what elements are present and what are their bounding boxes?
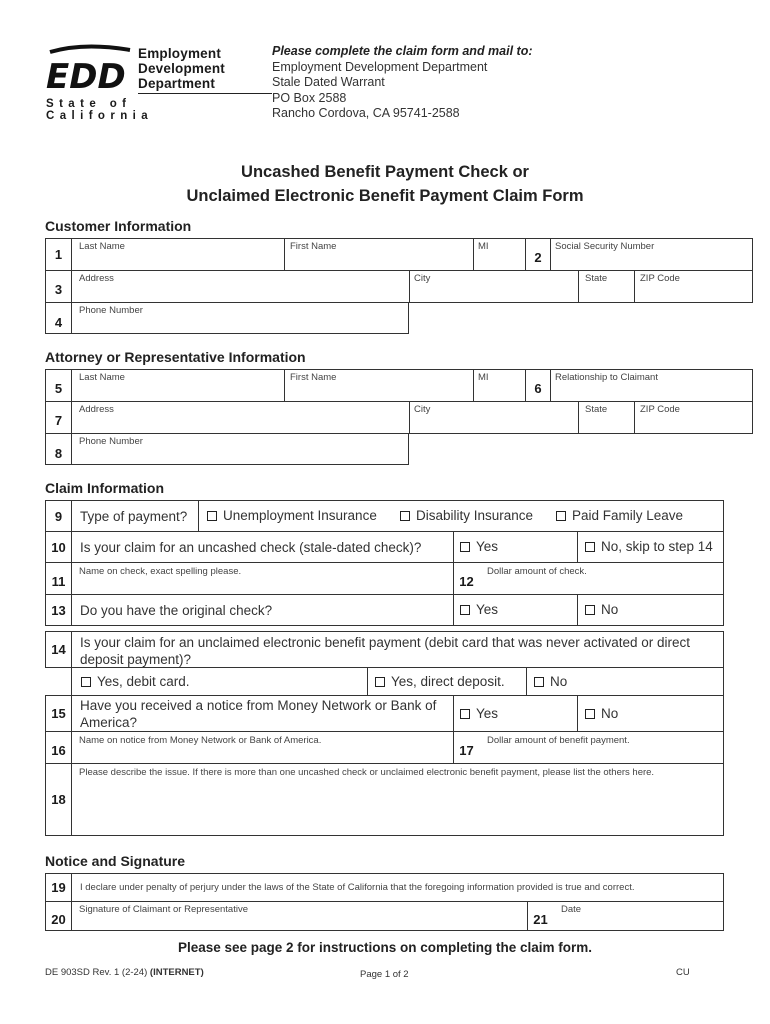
field-number: 4 [46,303,72,333]
q10-no-checkbox[interactable]: No, skip to step 14 [585,539,713,554]
signature-field[interactable] [73,902,527,930]
field-number: 20 [46,902,72,930]
field-label: ZIP Code [640,273,680,284]
checkbox-icon [556,511,566,521]
attorney-address-field[interactable] [73,402,409,433]
declaration-text: I declare under penalty of perjury under the laws of the State of California that the foregoing information provided is true and correct. [80,882,635,893]
field-label: Signature of Claimant or Representative [79,904,248,915]
field-number: 18 [46,764,72,835]
attorney-name-row [45,369,753,402]
field-label: Date [561,904,582,915]
edd-logo-mark [44,44,136,92]
field-label: Dollar amount of benefit payment. [487,735,630,746]
checkbox-icon [207,511,217,521]
field-number: 5 [46,370,72,401]
field-number: 7 [46,402,72,433]
field-label: MI [478,241,489,252]
option-yes-direct-deposit[interactable]: Yes, direct deposit. [375,674,505,689]
field-number: 6 [525,370,551,401]
field-number: 10 [46,532,72,562]
claim-q14-options-row [71,667,724,696]
name-on-notice-field[interactable] [73,732,453,763]
field-number: 9 [46,501,72,531]
customer-ssn-field[interactable] [551,239,753,270]
field-number: 1 [46,239,72,270]
option-disability-insurance[interactable]: Disability Insurance [400,508,533,523]
field-label: Relationship to Claimant [555,372,658,383]
option-unemployment-insurance[interactable]: Unemployment Insurance [207,508,377,523]
date-field[interactable] [553,902,723,930]
customer-phone-field[interactable] [73,303,408,333]
q14-label: Is your claim for an unclaimed electronic benefit payment (debit card that was never activated or direct deposit payment)? [80,635,691,667]
mail-line: Rancho Cordova, CA 95741-2588 [272,106,460,120]
checkbox-icon [585,605,595,615]
attorney-city-field[interactable] [409,402,578,433]
field-label: Social Security Number [555,241,655,252]
option-yes-debit-card[interactable]: Yes, debit card. [81,674,190,689]
instructions-note: Please see page 2 for instructions on completing the claim form. [177,940,593,955]
field-number: 16 [46,732,72,763]
mail-line: PO Box 2588 [272,90,347,105]
form-code: CU [676,967,690,978]
divider [577,696,578,731]
customer-address-row [45,270,753,303]
attorney-phone-field[interactable] [73,434,408,464]
field-number: 2 [525,239,551,270]
q10-label: Is your claim for an uncashed check (stale-dated check)? [80,540,422,555]
checkbox-icon [534,677,544,687]
field-label: First Name [290,372,337,383]
divider [577,532,578,562]
attorney-zip-field[interactable] [634,402,753,433]
field-number: 13 [46,595,72,625]
customer-city-field[interactable] [409,271,578,302]
q15-no-checkbox[interactable]: No [585,706,618,721]
claim-section-heading: Claim Information [45,480,165,496]
checkbox-icon [400,511,410,521]
q9-label: Type of payment? [80,509,188,524]
field-label: Please describe the issue. If there is more than one uncashed check or unclaimed electronic benefit payment, please list the others here. [79,767,655,778]
field-number: 14 [46,632,72,667]
field-number: 21 [527,902,553,930]
field-label: MI [478,372,489,383]
checkbox-icon [460,542,470,552]
attorney-last-name-field[interactable] [73,370,284,401]
divider [526,668,527,695]
field-number: 3 [46,271,72,302]
divider [198,501,199,531]
divider [453,532,454,562]
field-number: 17 [453,732,479,763]
claim-q11-row [45,562,724,595]
attorney-section-heading: Attorney or Representative Information [45,349,306,365]
notice-q19-row [45,873,724,902]
checkbox-icon [585,709,595,719]
field-label: City [414,273,431,284]
field-label: Address [79,404,114,415]
claim-q10-row [45,531,724,563]
checkbox-icon [81,677,91,687]
checkbox-icon [585,542,595,552]
logo-department-name: Employment Development Department [138,46,225,91]
field-label: Address [79,273,114,284]
claim-q14-row [45,631,724,668]
name-on-check-field[interactable] [73,563,453,594]
claim-q9-row [45,500,724,532]
checkbox-icon [460,605,470,615]
form-title: Uncashed Benefit Payment Check or Unclaimed Electronic Benefit Payment Claim Form [186,163,584,205]
checkbox-icon [460,709,470,719]
attorney-mi-field[interactable] [473,370,525,401]
mail-lead: Please complete the claim form and mail to: [272,44,533,58]
field-label: State [585,404,608,415]
attorney-phone-row [45,433,409,465]
field-label: Last Name [79,372,125,383]
customer-zip-field[interactable] [634,271,753,302]
option-no[interactable]: No [534,674,567,689]
customer-phone-row [45,302,409,334]
q10-yes-checkbox[interactable]: Yes [460,539,498,554]
customer-state-field[interactable] [578,271,634,302]
field-label: Name on notice from Money Network or Bank of America. [79,735,322,746]
mail-line: Employment Development Department [272,59,488,74]
claim-q13-row [45,594,724,626]
notice-section-heading: Notice and Signature [45,853,186,869]
customer-last-name-field[interactable] [73,239,284,270]
divider [367,668,368,695]
field-label: First Name [290,241,337,252]
field-label: Last Name [79,241,125,252]
customer-address-field[interactable] [73,271,409,302]
customer-name-row [45,238,753,271]
field-number: 15 [46,696,72,731]
divider [453,595,454,625]
field-label: State [585,273,608,284]
mailing-instructions [272,44,533,122]
field-label: City [414,404,431,415]
field-label: ZIP Code [640,404,680,415]
logo-text: EDD [46,57,126,92]
customer-mi-field[interactable] [473,239,525,270]
attorney-state-field[interactable] [578,402,634,433]
logo-state: State of California [46,98,154,122]
field-label: Name on check, exact spelling please. [79,566,242,577]
claim-q15-row [45,695,724,732]
customer-first-name-field[interactable] [284,239,473,270]
q15-yes-checkbox[interactable]: Yes [460,706,498,721]
field-number: 8 [46,434,72,464]
field-number: 19 [46,874,72,901]
benefit-amount-field[interactable] [479,732,723,763]
checkbox-icon [375,677,385,687]
logo-divider [138,93,272,94]
q13-yes-checkbox[interactable]: Yes [460,602,498,617]
q15-label: Have you received a notice from Money Network or Bank of America? [80,698,437,730]
attorney-first-name-field[interactable] [284,370,473,401]
field-number: 11 [46,563,72,594]
divider [453,696,454,731]
field-label: Dollar amount of check. [487,566,587,577]
page-number: Page 1 of 2 [360,969,409,980]
claim-q16-row [45,731,724,764]
attorney-address-row [45,401,753,434]
issue-description-field[interactable] [73,764,723,835]
form-identifier: DE 903SD Rev. 1 (2-24) (INTERNET) [45,967,204,978]
q13-label: Do you have the original check? [80,603,273,618]
field-label: Phone Number [79,436,143,447]
edd-logo [44,44,230,122]
q13-no-checkbox[interactable]: No [585,602,618,617]
customer-section-heading: Customer Information [45,218,192,234]
mail-line: Stale Dated Warrant [272,75,385,89]
check-amount-field[interactable] [479,563,723,594]
claim-q18-row [45,763,724,836]
divider [577,595,578,625]
attorney-relationship-field[interactable] [551,370,753,401]
notice-q20-row [45,901,724,931]
option-paid-family-leave[interactable]: Paid Family Leave [556,508,683,523]
field-label: Phone Number [79,305,143,316]
field-number: 12 [453,563,479,594]
